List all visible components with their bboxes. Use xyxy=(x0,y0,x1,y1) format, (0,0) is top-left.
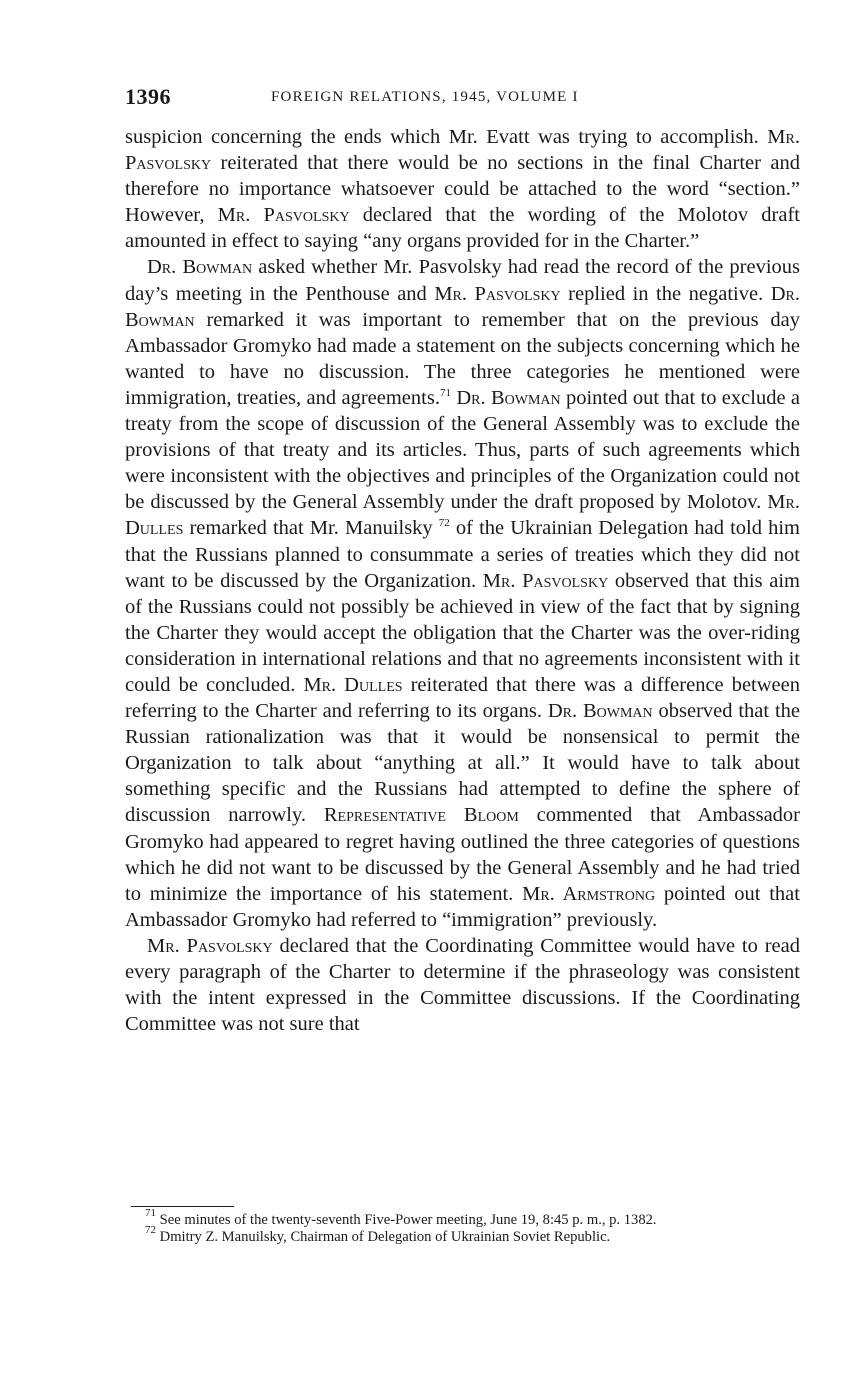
speaker-name: Mr. Armstrong xyxy=(522,882,656,905)
footnote-71 xyxy=(125,1207,805,1229)
footnote-mark: 71 xyxy=(145,1207,156,1219)
speaker-name: Dr. Bowman xyxy=(547,700,653,723)
speaker-name: Mr. Dulles xyxy=(125,491,800,540)
speaker-name: Representative Bloom xyxy=(323,804,519,827)
footnote-ref-71[interactable]: 71 xyxy=(439,386,451,399)
speaker-name: Mr. Pasvolsky xyxy=(482,569,609,592)
footnote-mark: 72 xyxy=(145,1224,156,1236)
footnote-ref-72[interactable]: 72 xyxy=(438,517,450,530)
speaker-name: Mr. Pasvolsky xyxy=(434,282,561,305)
paragraph-2: Dr. Bowman asked whether Mr. Pasvolsky had read the record of the previous day’s meeting in the Penthouse and Mr. Pasvolsky replied in the negative. Dr. Bowman remarked it was important to remember that on the previous day Ambassador Gromyko had made a statement on the subjects concerning which he wanted to have no discussion. The three categories he mentioned were immigration, treaties, and agreements.$^{71}$ Dr. Bowman pointed out that to exclude a treaty from the scope of discussion of the General Assembly was to exclude the provisions of that treaty and its articles. Thus, parts of such agreements which were inconsistent with the objectives and principles of the Organization could not be discussed by the General Assembly under the draft proposed by Molotov. Mr. Dulles remarked that Mr. Manuilsky $^{72}$ of the Ukrainian Delegation had told him that the Russians planned to consummate a series of treaties which they did not want to be discussed by the Organization. Mr. Pasvolsky observed that this aim of the Russians could not possibly be achieved in view of the fact that by signing the Charter they would accept the obligation that the Charter was the over-riding consideration in international relations and that no agreements inconsistent with it could be concluded. Mr. Dulles reiterated that there was a difference between referring to the Charter and referring to its organs. Dr. Bowman observed that the Russian rationalization was that it would be nonsensical to permit the Organization to talk about “anything at all.” It would have to talk about something specific and the Russians had attempted to define the sphere of discussion narrowly. Representative Bloom commented that Ambassador Gromyko had appeared to regret having outlined the three categories of questions which he did not want to be discussed by the General Assembly and he had tried to minimize the importance of his statement. Mr. Armstrong pointed out that Ambassador Gromyko had referred to “immigration” previously. xyxy=(125,256,801,931)
speaker-name: Mr. Dulles xyxy=(303,673,403,696)
running-head: FOREIGN RELATIONS, 1945, VOLUME I xyxy=(271,89,579,105)
speaker-name: Dr. Bowman xyxy=(147,256,253,279)
footnote-text: Dmitry Z. Manuilsky, Chairman of Delegation of Ukrainian Soviet Republic. xyxy=(156,1229,611,1245)
speaker-name: Dr. Bowman xyxy=(456,386,561,409)
speaker-name: Dr. Bowman xyxy=(125,282,800,331)
speaker-name: Mr. Pasvolsky xyxy=(217,204,350,227)
footnote-72 xyxy=(125,1224,805,1246)
footnotes xyxy=(125,1207,805,1246)
speaker-name: Mr. Pasvolsky xyxy=(125,126,800,175)
footnote-text: See minutes of the twenty-seventh Five-Power meeting, June 19, 8:45 p. m., p. 1382. xyxy=(156,1212,657,1228)
page-number: 1396 xyxy=(125,84,171,109)
body-text xyxy=(125,124,800,1037)
paragraph-1: suspicion concerning the ends which Mr. Evatt was trying to accomplish. Mr. Pasvolsky reiterated that there would be no sections in the final Charter and therefore no importance whatsoever could be attached to the word “section.” However, Mr. Pasvolsky declared that the wording of the Molotov draft amounted in effect to saying “any organs provided for in the Charter.” xyxy=(125,126,800,253)
page-header xyxy=(125,84,800,112)
paragraph-3: Mr. Pasvolsky declared that the Coordinating Committee would have to read every paragraph of the Charter to determine if the phraseology was consistent with the intent expressed in the Committee discussions. If the Coordinating Committee was not sure that xyxy=(125,934,800,1036)
speaker-name: Mr. Pasvolsky xyxy=(147,934,273,957)
